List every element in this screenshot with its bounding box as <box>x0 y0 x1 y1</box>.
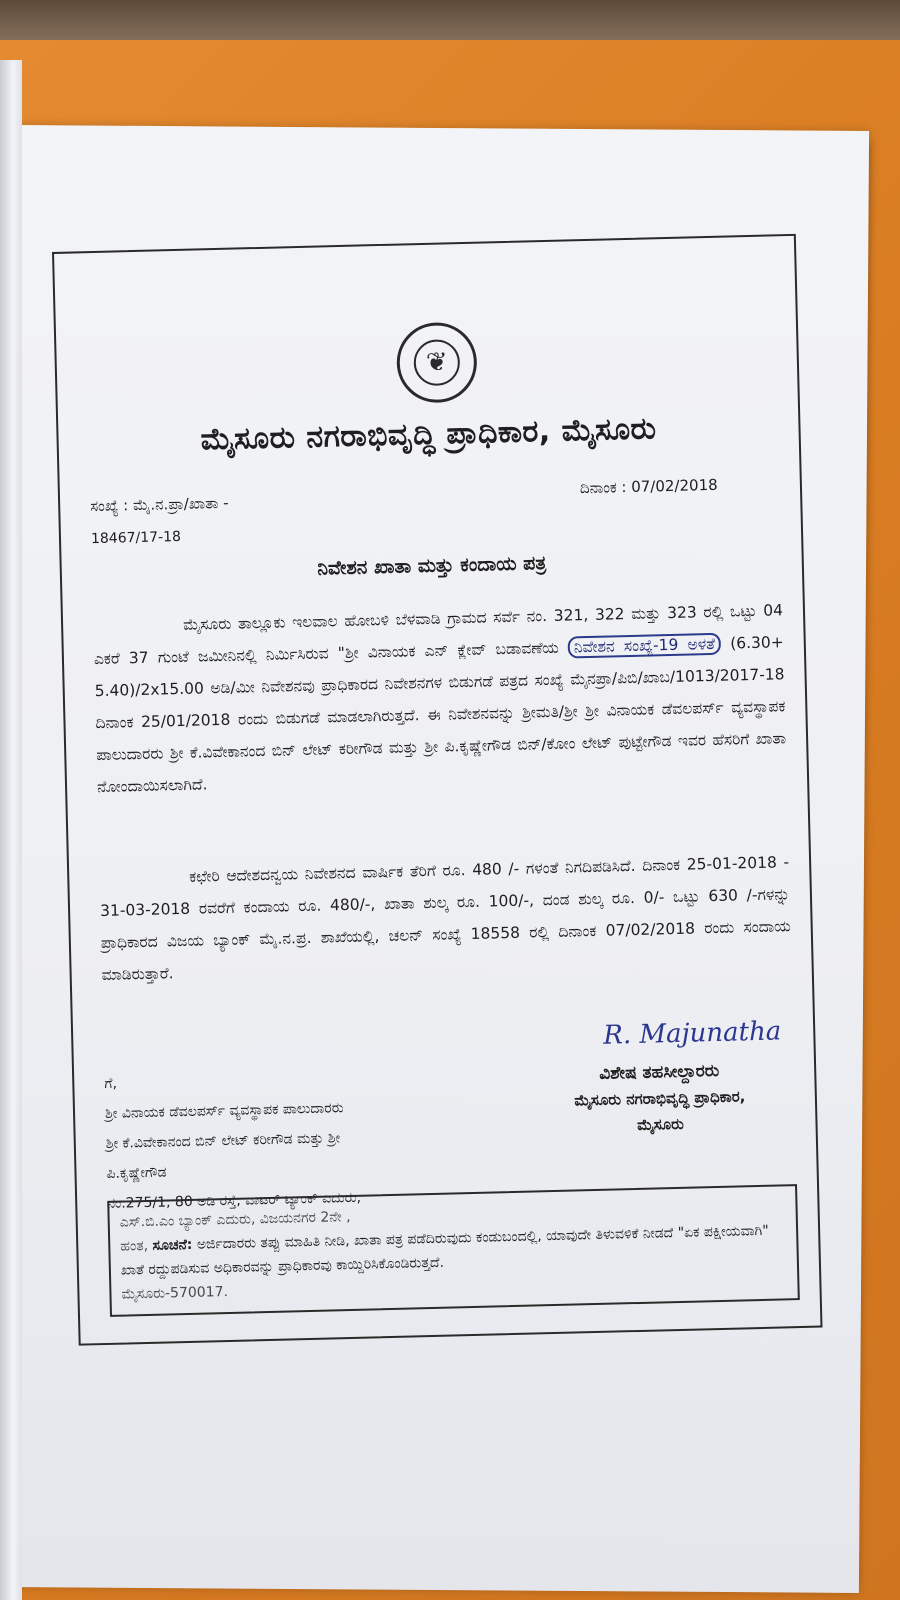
gandaberunda-icon: ❦ <box>425 347 449 378</box>
issue-date: ದಿನಾಂಕ : 07/02/2018 <box>579 475 718 498</box>
notice-box <box>107 1184 800 1317</box>
recipient-line-5: ಎಸ್.ಬಿ.ಎಂ ಬ್ಯಾಂಕ್ ಎದುರು, ವಿಜಯನಗರ 2ನೇ , <box>119 1208 351 1231</box>
seal-inner-ring <box>413 339 460 386</box>
authority-title: ಮೈಸೂರು ನಗರಾಭಿವೃದ್ಧಿ ಪ್ರಾಧಿಕಾರ, ಮೈಸೂರು <box>200 411 657 458</box>
recipient-line-1: ಶ್ರೀ ವಿನಾಯಕ ಡೆವಲಪರ್ಸ್ ವ್ಯವಸ್ಥಾಪಕ ಪಾಲುದಾರರು <box>104 1100 344 1122</box>
body-paragraph-1 <box>93 594 787 803</box>
document-subject: ನಿವೇಶನ ಖಾತಾ ಮತ್ತು ಕಂದಾಯ ಪತ್ರ <box>317 552 547 580</box>
signatory-office: ಮೈಸೂರು ನಗರಾಭಿವೃದ್ಧಿ ಪ್ರಾಧಿಕಾರ, <box>574 1087 746 1110</box>
recipient-line-2: ಶ್ರೀ ಕೆ.ವಿವೇಕಾನಂದ ಬಿನ್ ಲೇಟ್ ಕರೀಗೌಡ ಮತ್ತು ಶ್ರೀ <box>105 1130 341 1152</box>
recipient-line-4: ನಂ.275/1, 80 ಅಡಿ ರಸ್ತೆ, ವಾಟರ್ ಟ್ಯಾಂಕ್ ಎದುರು, <box>107 1189 362 1212</box>
body-paragraph-2: ಕಛೇರಿ ಆದೇಶದನ್ವಯ ನಿವೇಶನದ ವಾರ್ಷಿಕ ತೆರಿಗೆ ರೂ. 480 /- ಗಳಂತೆ ನಿಗದಿಪಡಿಸಿದೆ. ದಿನಾಂಕ 25-01-2018 - 31-03-2018 ರವರೆಗೆ ಕಂದಾಯ ರೂ. 480/-, ಖಾತಾ ಶುಲ್ಕ ರೂ. 100/-, ದಂಡ ಶುಲ್ಕ ರೂ. 0/- ಒಟ್ಟು 630 /-ಗಳನ್ನು ಪ್ರಾಧಿಕಾರದ ವಿಜಯ ಬ್ಯಾಂಕ್ ಮೈ.ನ.ಪ್ರ. ಶಾಖೆಯಲ್ಲಿ, ಚಲನ್ ಸಂಖ್ಯೆ 18558 ರಲ್ಲಿ ದಿನಾಂಕ 07/02/2018 ರಂದು ಸಂದಾಯ ಮಾಡಿರುತ್ತಾರೆ. <box>99 853 791 984</box>
notice-text: ಅರ್ಜಿದಾರರು ತಪ್ಪು ಮಾಹಿತಿ ನೀಡಿ, ಖಾತಾ ಪತ್ರ ಪಡೆದಿರುವುದು ಕಂಡುಬಂದಲ್ಲಿ, ಯಾವುದೇ ತಿಳುವಳಿಕೆ ನೀಡದೆ "ಏಕ ಪಕ್ಷೀಯವಾಗಿ" ಖಾತೆ ರದ್ದುಪಡಿಸುವ ಅಧಿಕಾರವನ್ನು ಪ್ರಾಧಿಕಾರವು ಕಾಯ್ದಿರಿಸಿಕೊಂಡಿರುತ್ತದೆ. <box>120 1222 769 1279</box>
site-number-highlight: ನಿವೇಶನ ಸಂಖ್ಯೆ-19 ಅಳತೆ <box>568 633 722 659</box>
notice-label: ಸೂಚನೆ: <box>152 1236 193 1254</box>
signatory-designation: ವಿಶೇಷ ತಹಸೀಲ್ದಾರರು <box>598 1060 720 1084</box>
to-label: ಗೆ, <box>104 1075 118 1092</box>
body-text-1a: ಮೈಸೂರು ತಾಲ್ಲೂಕು ಇಲವಾಲ ಹೋಬಳಿ ಬೆಳವಾಡಿ ಗ್ರಾಮದ ಸರ್ವೆ ನಂ. 321, 322 ಮತ್ತು 323 ರಲ್ಲಿ ಒಟ್ಟು 04 ಎಕರೆ 37 ಗುಂಟೆ ಜಮೀನಿನಲ್ಲಿ ನಿರ್ಮಿಸಿರುವ "ಶ್ರೀ ವಿನಾಯಕ ಎನ್ ಕ್ಲೇವ್ ಬಡಾವಣೆಯ <box>93 601 784 669</box>
recipient-line-7: ಮೈಸೂರು-570017. <box>121 1284 229 1303</box>
document-frame <box>52 234 823 1346</box>
authority-seal-icon <box>396 322 478 404</box>
recipient-line-6: ಹಂತ, <box>120 1237 149 1255</box>
reference-number: ಸಂಖ್ಯೆ : ಮೈ.ನ.ಪ್ರಾ/ಖಾತಾ - <box>90 493 229 516</box>
handwritten-signature: R. Majunatha <box>602 1016 782 1051</box>
recipient-line-3: ಪಿ.ಕೃಷ್ಣೇಗೌಡ <box>106 1164 167 1182</box>
signatory-city: ಮೈಸೂರು <box>636 1114 685 1134</box>
signatory-block <box>514 1056 806 1141</box>
binder-edge <box>0 60 22 1600</box>
reference-number-suffix: 18467/17-18 <box>90 528 182 548</box>
body-text-1b: (6.30+ 5.40)/2x15.00 ಅಡಿ/ಮೀ ನಿವೇಶನವು ಪ್ರಾಧಿಕಾರದ ನಿವೇಶನಗಳ ಬಿಡುಗಡೆ ಪತ್ರದ ಸಂಖ್ಯೆ ಮೈನಪ್ರಾ/ಪಿಬಿ/ಖಾಬ/1013/2017-18 ದಿನಾಂಕ 25/01/2018 ರಂದು ಬಿಡುಗಡೆ ಮಾಡಲಾಗಿರುತ್ತದೆ. ಈ ನಿವೇಶನವನ್ನು ಶ್ರೀಮತಿ/ಶ್ರೀ ಶ್ರೀ ವಿನಾಯಕ ಡೆವಲಪರ್ಸ್ ವ್ಯವಸ್ಥಾಪಕ ಪಾಲುದಾರರು ಶ್ರೀ ಕೆ.ವಿವೇಕಾನಂದ ಬಿನ್ ಲೇಟ್ ಕರೀಗೌಡ ಮತ್ತು ಶ್ರೀ ಪಿ.ಕೃಷ್ಣೇಗೌಡ ಬಿನ್/ಕೋಂ ಲೇಟ್ ಪುಟ್ಟೇಗೌಡ ಇವರ ಹೆಸರಿಗೆ ಖಾತಾ ನೋಂದಾಯಿಸಲಾಗಿದೆ. <box>94 633 787 797</box>
